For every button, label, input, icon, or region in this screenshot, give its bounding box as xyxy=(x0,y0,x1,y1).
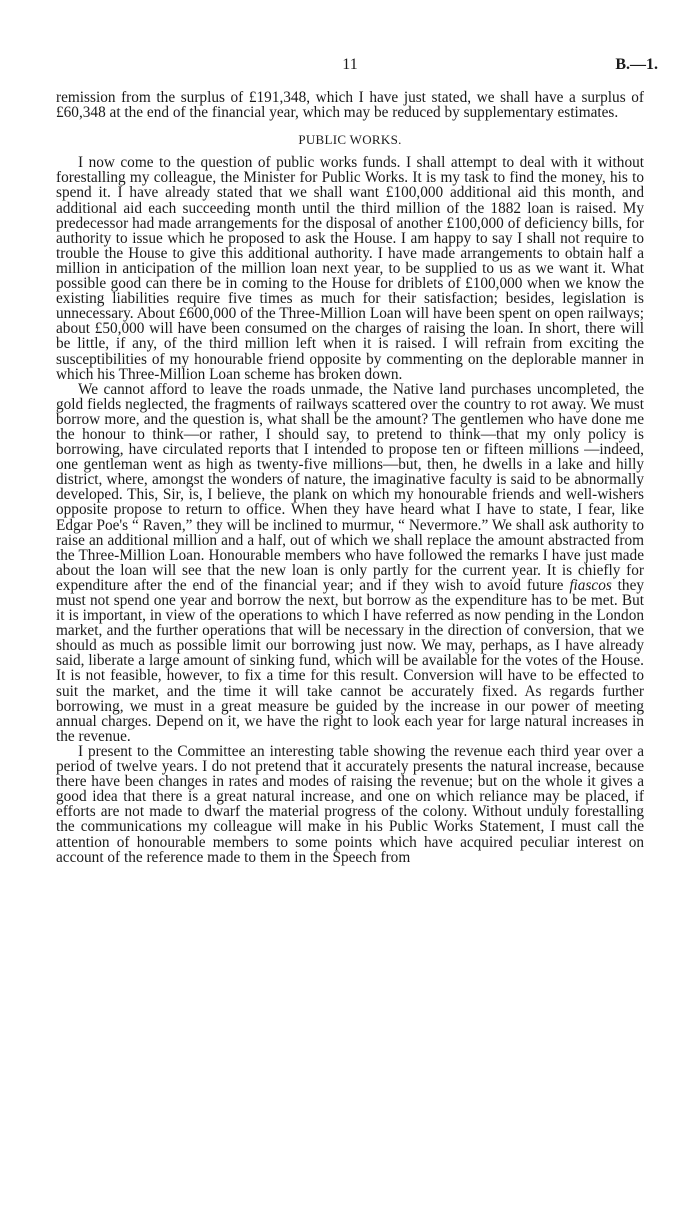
italic-term: fiascos xyxy=(569,576,612,594)
section-heading: PUBLIC WORKS. xyxy=(298,132,402,148)
paragraph-borrowing xyxy=(56,382,644,744)
body-text xyxy=(56,90,644,865)
paragraph-text: they must not spend one year and borrow the next, but borrow as the expenditure has to be met. But it is important, in view of the operations to which I have referred as now pending in the London market, and the further operations that will be necessary in the direction of conversion, that we should as much as possible limit our borrowing just now. We may, perhaps, as I have already said, liberate a large amount of sinking fund, which will be available for the votes of the House. It is not feasible, however, to fix a time for this result. Conversion will have to be effected to suit the market, and the time it will take cannot be accurately fixed. As regards further borrowing, we must in a great measure be guided by the increase in our power of meeting annual charges. Depend on it, we have the right to look each year for large natural increases in the revenue. xyxy=(56,576,645,745)
paragraph-text: We cannot afford to leave the roads unmade, the Native land purchases uncompleted, the gold fields neglected, the fragments of railways scattered over the country to rot away. We must borrow more, and the question is, what shall be the amount? The gentlemen who have done me the honour to think—or rather, I should say, to pretend to think—that my only policy is borrowing, have circulated reports that I intended to propose ten or fifteen millions —indeed, one gentleman went as high as twenty-five millions—but, then, he dwells in a lake and hilly district, where, amongst the wonders of nature, the imaginative faculty is said to be abnormally developed. This, Sir, is, I believe, the plank on which my honourable friends and well-wishers opposite propose to return to office. When they have heard what I have to state, I fear, like Edgar Poe's “ Raven,” they will be inclined to murmur, “ Nevermore.” We shall ask authority to raise an additional million and a half, out of which we shall replace the amount abstracted from the Three-Million Loan. Honourable members who have followed the remarks I have just made about the loan will see that the new loan is only partly for the current year. It is chiefly for expenditure after the end of the financial year; and if they wish to avoid future xyxy=(56,380,644,594)
document-reference: B.—1. xyxy=(615,56,658,73)
paragraph-revenue-table: I present to the Committee an interesting table showing the revenue each third year over a period of twelve years. I do not pretend that it accurately presents the natural increase, because there have been changes in rates and modes of raising the revenue; but on the whole it gives a good idea that there is a great natural increase, and one on which reliance may be placed, if efforts are not made to dwarf the material progress of the colony. Without unduly forestalling the communications my colleague will make in his Public Works Statement, I must call the attention of honourable members to some points which have acquired peculiar interest on account of the reference made to them in the Speech from xyxy=(56,742,644,866)
paragraph-public-works-intro: I now come to the question of public works funds. I shall attempt to deal with it without forestalling my colleague, the Minister for Public Works. It is my task to find the money, his to spend it. I have already stated that we shall want £100,000 additional aid this month, and additional aid each succeeding month until the third million of the 1882 loan is raised. My predecessor had made arrangements for the disposal of another £100,000 of deficiency bills, for authority to issue which he proposed to ask the House. I am happy to say I shall not require to trouble the House to give this additional authority. I have made arrangements to obtain half a million in anticipation of the million loan next year, to be supplied to us as we want it. What possible good can there be in coming to the House for driblets of £100,000 when we know the existing liabilities require five times as much for their satisfaction; besides, legislation is unnecessary. About £600,000 of the Three-Million Loan will have been spent on open railways; about £50,000 will have been consumed on the charges of raising the loan. In short, there will be little, if any, of the third million left when it is raised. I will refrain from exciting the susceptibilities of my honourable friend opposite by commenting on the deplorable manner in which his Three-Million Loan scheme has broken down. xyxy=(56,154,644,383)
paragraph-continued: remission from the surplus of £191,348, which I have just stated, we shall have a surplus of £60,348 at the end of the financial year, which may be reduced by supplementary estimates. xyxy=(56,89,644,122)
page-number: 11 xyxy=(342,56,358,73)
page-header xyxy=(0,56,700,78)
